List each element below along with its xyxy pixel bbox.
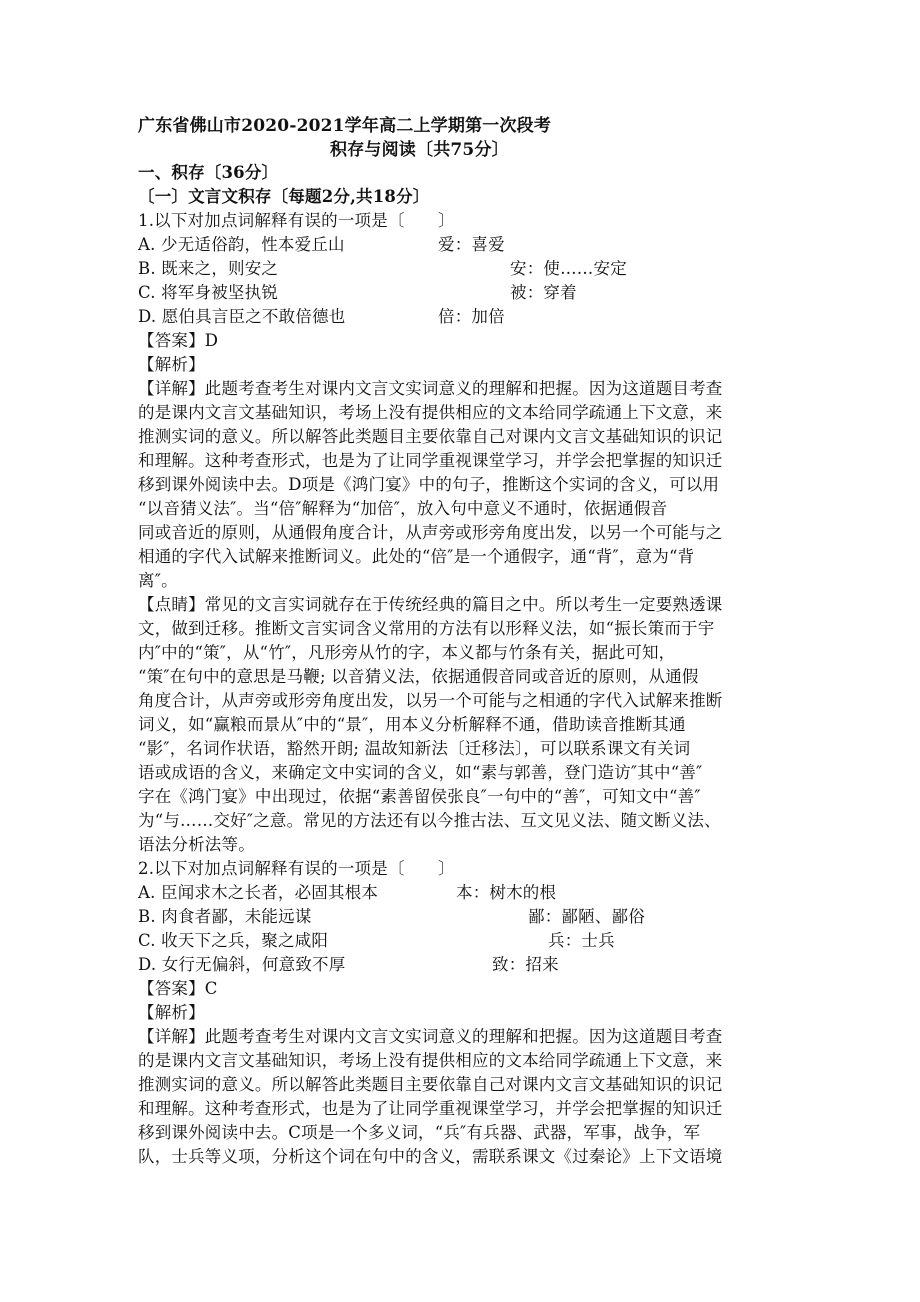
option-gloss: 安：使……安定 bbox=[510, 259, 627, 278]
q1-tip-line: 为“与……交好″之意。常见的方法还有以今推古法、互文见义法、随文断义法、 bbox=[138, 811, 721, 830]
q2-detail-line: 队，士兵等义项，分析这个词在句中的含义，需联系课文《过秦论》上下文语境 bbox=[138, 1147, 723, 1166]
option-text: D. 女行无偏斜，何意致不厚 bbox=[138, 955, 346, 974]
q1-detail-line: 【详解】此题考查考生对课内文言文实词意义的理解和把握。因为这道题目考查 bbox=[138, 379, 723, 398]
q2-option-b bbox=[138, 905, 645, 929]
q1-option-d bbox=[138, 305, 505, 329]
q2-detail-line: 的是课内文言文基础知识，考场上没有提供相应的文本给同学疏通上下文意，来 bbox=[138, 1051, 723, 1070]
option-gloss: 被：穿着 bbox=[510, 283, 577, 302]
q1-option-a bbox=[138, 233, 505, 257]
option-text: C. 将军身被坚执锐 bbox=[138, 283, 279, 302]
q1-analysis-label: 【解析】 bbox=[138, 355, 205, 374]
q1-answer: 【答案】D bbox=[138, 331, 219, 350]
q1-tip-line: 字在《鸿门宴》中出现过，依据“素善留侯张良″一句中的“善″，可知文中“善″ bbox=[138, 787, 701, 806]
option-text: C. 收天下之兵，聚之咸阳 bbox=[138, 931, 329, 950]
q1-option-c bbox=[138, 281, 577, 305]
q1-stem: 1.以下对加点词解释有误的一项是〔 〕 bbox=[138, 211, 455, 230]
option-text: B. 肉食者鄙，未能远谋 bbox=[138, 907, 312, 926]
q2-analysis-label: 【解析】 bbox=[138, 1003, 205, 1022]
subsection-heading: 〔一〕文言文积存〔每题2分,共18分〕 bbox=[138, 187, 430, 206]
q1-detail-line: “以音猜义法″。当“倍″解释为“加倍″，放入句中意义不通时，依据通假音 bbox=[138, 499, 668, 518]
q1-detail-line: 同或音近的原则，从通假角度合计，从声旁或形旁角度出发，以另一个可能与之 bbox=[138, 523, 723, 542]
q1-detail-line: 离″。 bbox=[138, 571, 178, 590]
option-gloss: 鄙：鄙陋、鄙俗 bbox=[528, 907, 645, 926]
q1-detail-line: 和理解。这种考查形式，也是为了让同学重视课堂学习，并学会把掌握的知识迁 bbox=[138, 451, 723, 470]
q2-answer: 【答案】C bbox=[138, 979, 218, 998]
option-text: A. 少无适俗韵，性本爱丘山 bbox=[138, 235, 345, 254]
q2-option-a bbox=[138, 881, 557, 905]
option-text: D. 愿伯具言臣之不敢倍德也 bbox=[138, 307, 346, 326]
q1-tip-line: 内″中的“策″，从“竹″，凡形旁从竹的字，本义都与竹条有关，据此可知， bbox=[138, 643, 676, 662]
option-gloss: 爱：喜爱 bbox=[438, 235, 505, 254]
q1-tip-line: 语或成语的含义，来确定文中实词的含义，如“素与郭善，登门造访″其中“善″ bbox=[138, 763, 703, 782]
q2-detail-line: 【详解】此题考查考生对课内文言文实词意义的理解和把握。因为这道题目考查 bbox=[138, 1027, 723, 1046]
q1-tip-line: “策″在句中的意思是马鞭; 以音猜义法，依据通假音同或音近的原则，从通假 bbox=[138, 667, 699, 686]
q2-option-c bbox=[138, 929, 615, 953]
q2-option-d bbox=[138, 953, 559, 977]
q1-detail-line: 的是课内文言文基础知识，考场上没有提供相应的文本给同学疏通上下文意，来 bbox=[138, 403, 723, 422]
q1-detail-line: 相通的字代入试解来推断词义。此处的“倍″是一个通假字，通“背″，意为“背 bbox=[138, 547, 695, 566]
q1-detail-line: 推测实词的意义。所以解答此类题目主要依靠自己对课内文言文基础知识的识记 bbox=[138, 427, 723, 446]
option-gloss: 致：招来 bbox=[492, 955, 559, 974]
option-gloss: 兵：士兵 bbox=[548, 931, 615, 950]
q1-detail-line: 移到课外阅读中去。D项是《鸿门宴》中的句子，推断这个实词的含义，可以用 bbox=[138, 475, 720, 494]
q1-tip-line: 词义，如“赢粮而景从″中的“景″，用本义分析解释不通，借助读音推断其通 bbox=[138, 715, 686, 734]
option-text: B. 既来之，则安之 bbox=[138, 259, 279, 278]
q1-tip-line: 文，做到迁移。推断文言实词含义常用的方法有以形释义法，如“振长策而于宇 bbox=[138, 619, 715, 638]
q1-option-b bbox=[138, 257, 627, 281]
q2-detail-line: 移到课外阅读中去。C项是一个多义词，“兵″有兵器、武器，军事，战争，军 bbox=[138, 1123, 701, 1142]
option-gloss: 倍：加倍 bbox=[438, 307, 505, 326]
doc-subtitle: 积存与阅读〔共75分〕 bbox=[330, 140, 509, 160]
q2-detail-line: 和理解。这种考查形式，也是为了让同学重视课堂学习，并学会把掌握的知识迁 bbox=[138, 1099, 723, 1118]
doc-title: 广东省佛山市2020-2021学年高二上学期第一次段考 bbox=[138, 116, 552, 136]
option-gloss: 本：树木的根 bbox=[456, 883, 557, 902]
option-text: A. 臣闻求木之长者，必固其根本 bbox=[138, 883, 379, 902]
q2-detail-line: 推测实词的意义。所以解答此类题目主要依靠自己对课内文言文基础知识的识记 bbox=[138, 1075, 723, 1094]
q1-tip-line: 语法分析法等。 bbox=[138, 835, 255, 854]
q1-tip-line: 角度合计，从声旁或形旁角度出发，以另一个可能与之相通的字代入试解来推断 bbox=[138, 691, 723, 710]
section-heading: 一、积存〔36分〕 bbox=[138, 163, 279, 182]
q1-tip-line: 【点睛】常见的文言实词就存在于传统经典的篇目之中。所以考生一定要熟透课 bbox=[138, 595, 723, 614]
q2-stem: 2.以下对加点词解释有误的一项是〔 〕 bbox=[138, 859, 455, 878]
q1-tip-line: “影″，名词作状语，豁然开朗; 温故知新法〔迁移法〕，可以联系课文有关词 bbox=[138, 739, 691, 758]
